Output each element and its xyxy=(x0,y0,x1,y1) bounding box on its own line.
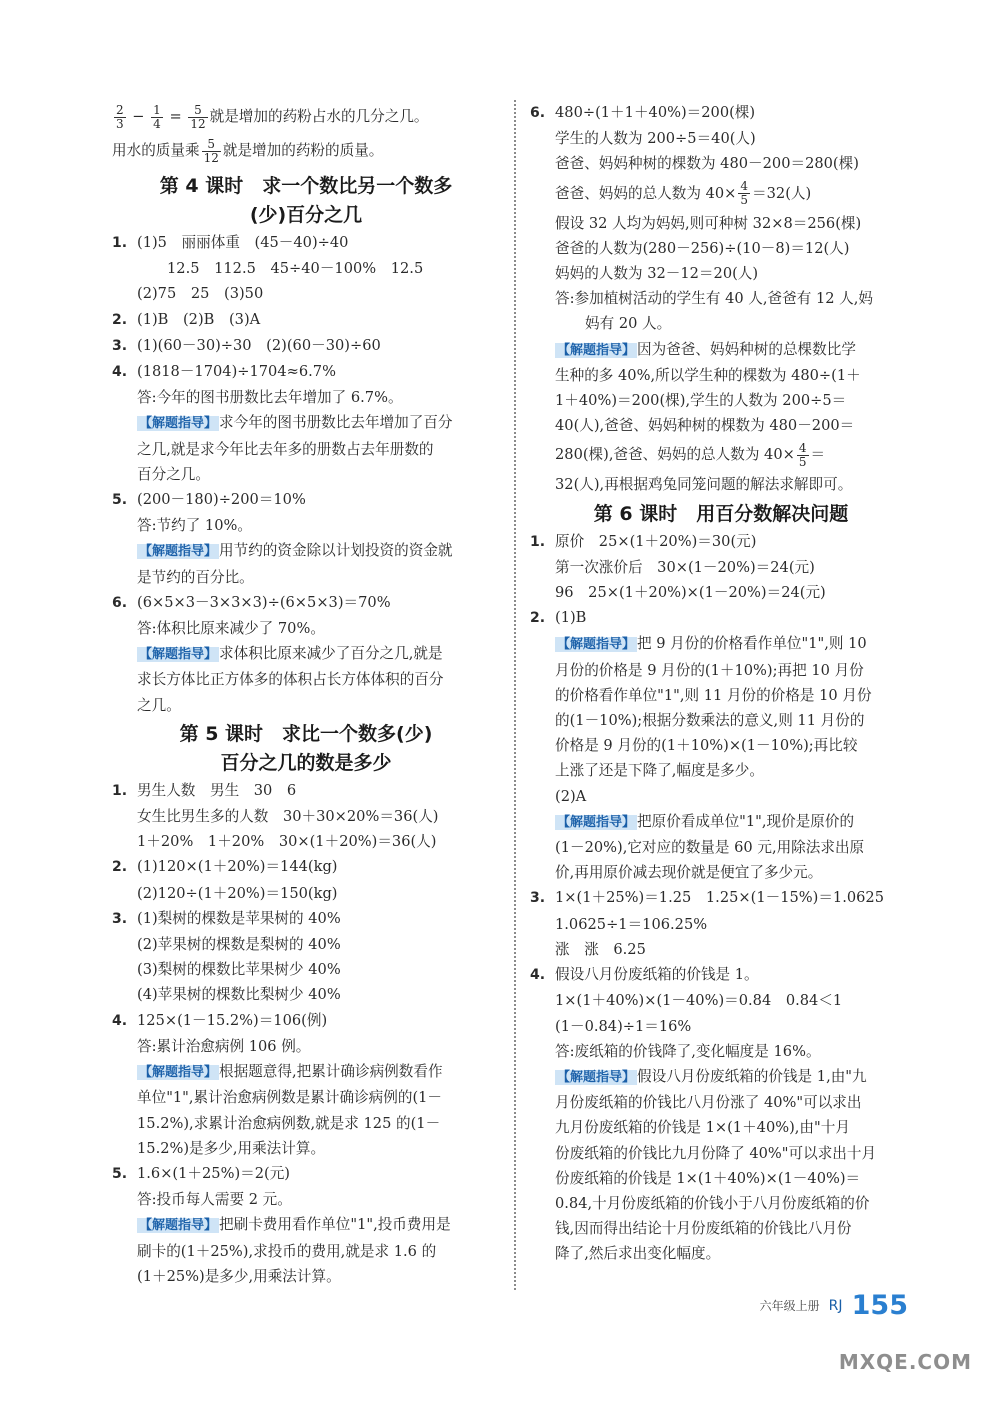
answer-text: 15.2%)是多少,用乘法计算。 xyxy=(137,1139,326,1157)
question-number: 6. xyxy=(530,105,546,121)
answer-line xyxy=(530,605,912,631)
answer-line xyxy=(530,388,912,413)
question-number: 3. xyxy=(112,910,128,927)
answer-text: 把 9 月份的价格看作单位"1",则 10 xyxy=(637,635,867,653)
answer-text: (1)B (2)B (3)A xyxy=(137,310,261,328)
answer-text: (2)75 25 (3)50 xyxy=(137,285,264,303)
question-number: 6. xyxy=(112,594,128,611)
answer-line xyxy=(530,413,912,438)
answer-text: 0.84,十月份废纸箱的价钱小于八月份废纸箱的价 xyxy=(555,1194,870,1212)
answer-text: 月份的价格是 9 月份的(1＋10%);再把 10 月份 xyxy=(555,661,864,679)
answer-line xyxy=(530,286,912,311)
edition-label: RJ xyxy=(828,1298,843,1314)
answer-line xyxy=(530,1166,912,1191)
answer-line xyxy=(112,693,500,718)
answer-text: 因为爸爸、妈妈种树的总棵数比学 xyxy=(637,340,856,358)
answer-text: 原价 25×(1＋20%)＝30(元) xyxy=(555,532,757,550)
answer-text: 百分之几。 xyxy=(137,465,210,483)
answer-line xyxy=(530,236,912,261)
answer-text: (3)梨树的棵数比苹果树少 40% xyxy=(137,961,341,979)
answer-text: 是节约的百分比。 xyxy=(137,568,254,586)
answer-text: 1＋20% 1＋20% 30×(1＋20%)＝36(人) xyxy=(137,833,437,851)
answer-text: 96 25×(1＋20%)×(1－20%)＝24(元) xyxy=(555,584,826,602)
answer-line xyxy=(530,261,912,286)
solution-guide-tag: 【解题指导】 xyxy=(139,1065,218,1081)
answer-line xyxy=(530,988,912,1013)
answer-text: 1×(1＋40%)×(1－40%)＝0.84 0.84＜1 xyxy=(555,992,843,1010)
answer-text: 40(人),爸爸、妈妈种树的棵数为 480－200＝ xyxy=(555,417,855,435)
answer-line xyxy=(530,937,912,962)
left-column xyxy=(112,100,500,1289)
answer-text: 32(人),再根据鸡兔同笼问题的解法求解即可。 xyxy=(555,476,853,494)
question-number: 2. xyxy=(530,610,546,627)
answer-line xyxy=(112,333,500,359)
answer-text: (1)120×(1＋20%)＝144(kg) xyxy=(137,858,338,876)
answer-line xyxy=(530,363,912,388)
answer-text: 答:今年的图书册数比去年增加了 6.7%。 xyxy=(137,389,403,407)
answer-line xyxy=(530,860,912,885)
solution-guide-tag: 【解题指导】 xyxy=(557,342,636,358)
intro-line-1: $\frac{2}{3}$ − $\frac{1}{4}$ = $\frac{5}{12}$ 就是增加的药粉占水的几分之几。 xyxy=(116,102,429,131)
answer-text: 125×(1－15.2%)＝106(例) xyxy=(137,1011,328,1029)
answer-line xyxy=(112,565,500,590)
answer-line xyxy=(112,1111,500,1136)
lesson-6-answers xyxy=(530,529,912,1267)
answer-line xyxy=(530,337,912,363)
answer-text: 妈有 20 人。 xyxy=(585,315,672,333)
answer-line xyxy=(112,487,500,513)
answer-line xyxy=(112,1136,500,1161)
answer-line xyxy=(530,658,912,683)
fraction: $\frac{4}{5}$ xyxy=(740,179,749,208)
answer-text: 份废纸箱的价钱比九月份降了 40%"可以求出十月 xyxy=(555,1144,877,1162)
answer-text: 钱,因而得出结论十月份废纸箱的价钱比八月份 xyxy=(555,1220,852,1238)
answer-text: 答:累计治愈病例 106 例。 xyxy=(137,1037,311,1055)
answer-line xyxy=(530,1014,912,1039)
answer-text: 根据题意得,把累计确诊病例数看作 xyxy=(219,1063,443,1081)
answer-text: (6×5×3－3×3×3)÷(6×5×3)＝70% xyxy=(137,593,391,611)
answer-line xyxy=(530,835,912,860)
answer-line xyxy=(530,529,912,555)
answer-line xyxy=(530,555,912,580)
answer-text: (1)(60－30)÷30 (2)(60－30)÷60 xyxy=(137,336,381,354)
answer-text: (1)B xyxy=(555,609,587,627)
answer-text: 女生比男生多的人数 30＋30×20%＝36(人) xyxy=(137,808,439,826)
answer-line xyxy=(530,311,912,336)
answer-text: 答:参加植树活动的学生有 40 人,爸爸有 12 人,妈 xyxy=(555,290,873,308)
answer-text: (1－0.84)÷1＝16% xyxy=(555,1017,692,1035)
question-number: 4. xyxy=(112,364,128,381)
answer-text: 单位"1",累计治愈病例数是累计确诊病例的(1－ xyxy=(137,1089,443,1107)
answer-text: 男生人数 男生 30 6 xyxy=(137,781,297,799)
answer-line xyxy=(112,667,500,692)
lesson-5-title: 第 5 课时 求比一个数多(少) 百分之几的数是多少 xyxy=(179,722,433,774)
answer-line xyxy=(112,513,500,538)
answer-line xyxy=(112,804,500,829)
question-number: 3. xyxy=(112,337,128,354)
answer-line xyxy=(112,385,500,410)
question-number: 1. xyxy=(530,533,546,550)
answer-line xyxy=(530,1141,912,1166)
fraction: $\frac{1}{4}$ xyxy=(153,102,161,131)
answer-text: 生种的多 40%,所以学生种的棵数为 480÷(1＋ xyxy=(555,366,861,384)
answer-line xyxy=(112,829,500,854)
answer-line xyxy=(112,230,500,256)
question-6-fraction-line: 爸爸、妈妈的总人数为 40× $\frac{4}{5}$ ＝32(人) xyxy=(555,179,812,208)
answer-line xyxy=(112,307,500,333)
answer-text: (1)5 丽丽体重 (45－40)÷40 xyxy=(137,234,349,251)
lesson-4-answers xyxy=(112,230,500,718)
question-number: 2. xyxy=(112,311,128,328)
answer-line xyxy=(112,1212,500,1238)
solution-guide-tag: 【解题指导】 xyxy=(139,1218,218,1234)
answer-line xyxy=(112,616,500,641)
answer-line xyxy=(530,1064,912,1090)
answer-text: 15.2%),求累计治愈病例数,就是求 125 的(1－ xyxy=(137,1114,441,1132)
answer-line xyxy=(112,1059,500,1085)
answer-line xyxy=(112,359,500,385)
answer-line xyxy=(112,437,500,462)
answer-line xyxy=(530,1090,912,1115)
answer-text: 假设八月份废纸箱的价钱是 1。 xyxy=(555,966,759,984)
question-number: 5. xyxy=(112,1165,128,1182)
question-number: 3. xyxy=(530,890,546,907)
question-6-part-b xyxy=(530,211,912,439)
answer-line xyxy=(112,1161,500,1187)
answer-line xyxy=(530,151,912,176)
answer-line xyxy=(530,1115,912,1140)
answer-text: 把原价看成单位"1",现价是原价的 xyxy=(637,812,855,830)
answer-text: 上涨了还是下降了,幅度是多少。 xyxy=(555,762,764,780)
answer-line xyxy=(530,683,912,708)
answer-text: 假设八月份废纸箱的价钱是 1,由"九 xyxy=(637,1067,867,1085)
answer-text: 求今年的图书册数比去年增加了百分 xyxy=(219,414,453,432)
answer-line xyxy=(112,1008,500,1034)
solution-guide-tag: 【解题指导】 xyxy=(139,647,218,663)
answer-line xyxy=(112,1085,500,1110)
answer-text: 1.0625÷1＝106.25% xyxy=(555,915,708,933)
answer-line xyxy=(112,881,500,906)
answer-text: (2)A xyxy=(555,787,587,805)
answer-line xyxy=(112,538,500,564)
answer-text: 刷卡的(1＋25%),求投币的费用,就是求 1.6 的 xyxy=(137,1242,437,1260)
answer-text: 之几,就是求今年比去年多的册数占去年册数的 xyxy=(137,440,434,458)
answer-line xyxy=(112,410,500,436)
answer-line xyxy=(112,982,500,1007)
answer-text: 价格是 9 月份的(1＋10%)×(1－10%);再比较 xyxy=(555,737,858,755)
answer-text: 答:体积比原来减少了 70%。 xyxy=(137,620,325,638)
answer-line xyxy=(112,932,500,957)
solution-guide-tag: 【解题指导】 xyxy=(139,416,218,432)
answer-line xyxy=(530,1216,912,1241)
answer-text: (4)苹果树的棵数比梨树少 40% xyxy=(137,986,341,1004)
answer-text: 月份废纸箱的价钱比八月份涨了 40%"可以求出 xyxy=(555,1094,862,1112)
answer-text: (2)120÷(1＋20%)＝150(kg) xyxy=(137,884,338,902)
answer-line xyxy=(112,778,500,804)
fraction: $\frac{5}{12}$ xyxy=(190,102,206,131)
answer-line xyxy=(530,784,912,809)
answer-line xyxy=(112,281,500,306)
answer-text: 12.5 112.5 45÷40－100% 12.5 xyxy=(167,260,424,278)
answer-text: 爸爸的人数为(280－256)÷(10－8)＝12(人) xyxy=(555,239,850,257)
answer-text: 降了,然后求出变化幅度。 xyxy=(555,1245,721,1263)
answer-line xyxy=(112,1264,500,1289)
answer-text: 妈妈的人数为 32－12＝20(人) xyxy=(555,265,759,283)
answer-text: 份废纸箱的价钱是 1×(1＋40%)×(1－40%)＝ xyxy=(555,1169,861,1187)
answer-text: 假设 32 人均为妈妈,则可种树 32×8＝256(棵) xyxy=(555,214,862,232)
answer-line xyxy=(112,854,500,880)
answer-line xyxy=(530,809,912,835)
answer-text: 1×(1＋25%)＝1.25 1.25×(1－15%)＝1.0625 xyxy=(555,889,884,907)
answer-text: 求体积比原来减少了百分之几,就是 xyxy=(219,645,443,663)
answer-line xyxy=(112,1187,500,1212)
answer-text: (1818－1704)÷1704≈6.7% xyxy=(137,363,336,381)
answer-text: 480÷(1＋1＋40%)＝200(棵) xyxy=(555,104,756,121)
answer-text: (1)梨树的棵数是苹果树的 40% xyxy=(137,909,341,927)
answer-text: 之几。 xyxy=(137,696,181,714)
lesson-4-title: 第 4 课时 求一个数比另一个数多 (少)百分之几 xyxy=(159,175,453,226)
answer-line xyxy=(530,126,912,151)
answer-text: 用节约的资金除以计划投资的资金就 xyxy=(219,542,453,560)
answer-line xyxy=(530,912,912,937)
answer-line xyxy=(530,1039,912,1064)
answer-line xyxy=(112,462,500,487)
solution-guide-tag: 【解题指导】 xyxy=(557,814,636,830)
answer-text: 答:废纸箱的价钱降了,变化幅度是 16%。 xyxy=(555,1042,821,1060)
answer-text: 答:投币每人需要 2 元。 xyxy=(137,1191,292,1209)
answer-line xyxy=(112,1034,500,1059)
answer-text: 的(1－10%);根据分数乘法的意义,则 11 月份的 xyxy=(555,712,865,730)
fraction: $\frac{5}{12}$ xyxy=(203,136,219,165)
answer-text: (1－20%),它对应的数量是 60 元,用除法求出原 xyxy=(555,839,865,857)
solution-guide-tag: 【解题指导】 xyxy=(139,544,218,560)
answer-line xyxy=(112,957,500,982)
intro-line-2: 用水的质量乘 $\frac{5}{12}$ 就是增加的药粉的质量。 xyxy=(112,136,384,165)
lesson-6-title: 第 6 课时 用百分数解决问题 xyxy=(593,502,849,525)
answer-text: (1＋25%)是多少,用乘法计算。 xyxy=(137,1267,341,1285)
grade-label: 六年级上册 xyxy=(759,1299,820,1313)
page-footer xyxy=(760,1290,908,1321)
answer-line xyxy=(530,758,912,783)
answer-text: 爸爸、妈妈种树的棵数为 480－200＝280(棵) xyxy=(555,155,859,173)
solution-guide-tag: 【解题指导】 xyxy=(557,1069,636,1085)
answer-text: 1.6×(1＋25%)＝2(元) xyxy=(137,1164,290,1182)
question-number: 4. xyxy=(112,1012,128,1029)
answer-line xyxy=(530,885,912,911)
question-number: 2. xyxy=(112,859,128,876)
question-number: 5. xyxy=(112,492,128,509)
answer-text: 把刷卡费用看作单位"1",投币费用是 xyxy=(219,1216,451,1234)
question-6-part-c xyxy=(530,472,912,497)
answer-line xyxy=(530,1191,912,1216)
answer-text: 1＋40%)＝200(棵),学生的人数为 200÷5＝ xyxy=(555,392,847,410)
fraction: $\frac{2}{3}$ xyxy=(116,102,124,131)
answer-line xyxy=(112,641,500,667)
answer-line xyxy=(530,631,912,657)
lesson-5-answers xyxy=(112,778,500,1289)
answer-line xyxy=(112,256,500,281)
answer-text: 的价格看作单位"1",则 11 月份的价格是 10 月份 xyxy=(555,686,872,704)
answer-text: 价,再用原价减去现价就是便宜了多少元。 xyxy=(555,864,823,882)
answer-line xyxy=(112,590,500,616)
answer-text: 九月份废纸箱的价钱是 1×(1＋40%),由"十月 xyxy=(555,1119,850,1137)
answer-text: (2)苹果树的棵数是梨树的 40% xyxy=(137,936,341,954)
answer-line xyxy=(112,906,500,932)
question-number: 4. xyxy=(530,967,546,984)
answer-text: (200－180)÷200＝10% xyxy=(137,491,306,509)
answer-line xyxy=(530,733,912,758)
question-number: 1. xyxy=(112,235,128,251)
answer-line xyxy=(530,580,912,605)
solution-guide-tag: 【解题指导】 xyxy=(557,637,636,653)
answer-text: 第一次涨价后 30×(1－20%)＝24(元) xyxy=(555,558,815,576)
question-6-fraction-line-2: 280(棵),爸爸、妈妈的总人数为 40× $\frac{4}{5}$ ＝ xyxy=(555,440,826,469)
answer-line xyxy=(530,100,912,126)
answer-line xyxy=(530,211,912,236)
answer-line xyxy=(530,1241,912,1266)
column-divider xyxy=(514,100,516,1290)
answer-line xyxy=(530,708,912,733)
answer-line xyxy=(530,962,912,988)
page-number: 155 xyxy=(851,1290,908,1321)
question-6-part-a xyxy=(530,100,912,177)
answer-line xyxy=(112,1239,500,1264)
question-number: 1. xyxy=(112,782,128,799)
answer-line xyxy=(530,472,912,497)
fraction: $\frac{4}{5}$ xyxy=(798,440,807,469)
answer-text: 学生的人数为 200÷5＝40(人) xyxy=(555,130,756,148)
right-column xyxy=(530,100,912,1267)
answer-text: 答:节约了 10%。 xyxy=(137,517,252,535)
answer-text: 涨 涨 6.25 xyxy=(555,940,646,958)
answer-text: 求长方体比正方体多的体积占长方体体积的百分 xyxy=(137,671,444,689)
watermark: MXQE.COM xyxy=(838,1350,972,1374)
